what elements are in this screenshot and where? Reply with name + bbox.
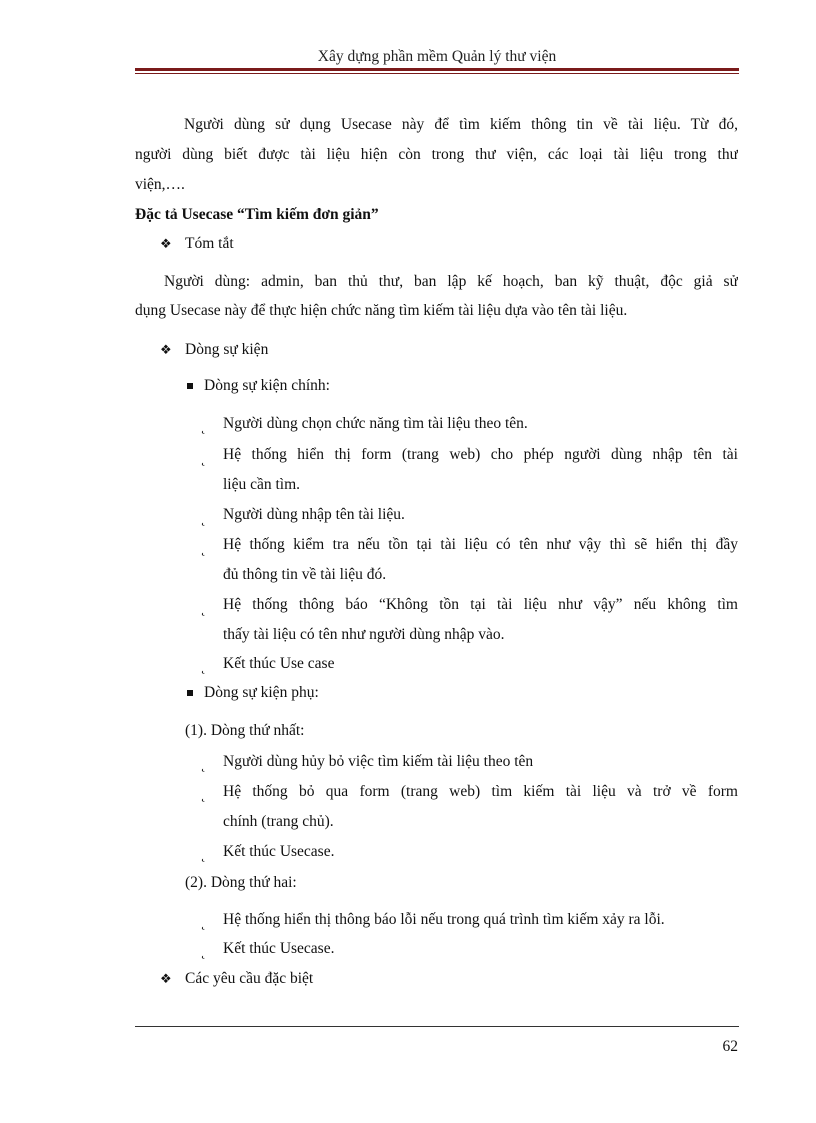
main-item-4-line-1: Hệ thống kiểm tra nếu tồn tại tài liệu có tên như vậy thì sẽ hiển thị đầy — [223, 536, 738, 553]
section-heading: Đặc tả Usecase “Tìm kiếm đơn giản” — [135, 206, 379, 223]
alt-first-item-3: Kết thúc Usecase. — [223, 843, 335, 860]
square-bullet-icon — [187, 690, 193, 696]
alt-first-item-1: Người dùng hủy bỏ việc tìm kiếm tài liệu theo tên — [223, 753, 534, 770]
summary-line-1: Người dùng: admin, ban thủ thư, ban lập kế hoạch, ban kỹ thuật, độc giả sử — [164, 273, 738, 290]
intro-line-2: người dùng biết được tài liệu hiện còn trong thư viện, các loại tài liệu trong thư — [135, 146, 738, 163]
summary-label: Tóm tắt — [185, 235, 234, 252]
dash-bullet-icon: ˛ — [201, 542, 206, 557]
alt-flow-label: Dòng sự kiện phụ: — [204, 684, 319, 701]
diamond-bullet-icon: ❖ — [160, 236, 172, 251]
main-item-5-line-2: thấy tài liệu có tên như người dùng nhập vào. — [223, 626, 505, 643]
alt-second-item-2: Kết thúc Usecase. — [223, 940, 335, 957]
square-bullet-icon — [187, 383, 193, 389]
dash-bullet-icon: ˛ — [201, 758, 206, 773]
diamond-bullet-icon: ❖ — [160, 971, 172, 986]
alt-first-item-2-line-2: chính (trang chủ). — [223, 813, 334, 830]
special-requirements-label: Các yêu cầu đặc biệt — [185, 970, 314, 987]
main-item-1: Người dùng chọn chức năng tìm tài liệu theo tên. — [223, 415, 528, 432]
header-rule — [135, 68, 739, 74]
diamond-bullet-icon: ❖ — [160, 342, 172, 357]
intro-line-1: Người dùng sử dụng Usecase này để tìm kiếm thông tin về tài liệu. Từ đó, — [184, 116, 738, 133]
dash-bullet-icon: ˛ — [201, 420, 206, 435]
summary-line-2: dụng Usecase này để thực hiện chức năng tìm kiếm tài liệu dựa vào tên tài liệu. — [135, 302, 628, 319]
dash-bullet-icon: ˛ — [201, 848, 206, 863]
alt-first-label: (1). Dòng thứ nhất: — [185, 722, 305, 739]
main-item-3: Người dùng nhập tên tài liệu. — [223, 506, 405, 523]
dash-bullet-icon: ˛ — [201, 916, 206, 931]
intro-line-3: viện,…. — [135, 176, 185, 193]
event-flow-label: Dòng sự kiện — [185, 341, 269, 358]
main-item-2-line-1: Hệ thống hiển thị form (trang web) cho phép người dùng nhập tên tài — [223, 446, 738, 463]
dash-bullet-icon: ˛ — [201, 452, 206, 467]
alt-second-item-1: Hệ thống hiển thị thông báo lỗi nếu trong quá trình tìm kiếm xảy ra lỗi. — [223, 911, 665, 928]
dash-bullet-icon: ˛ — [201, 660, 206, 675]
page-number: 62 — [722, 1038, 738, 1055]
alt-second-label: (2). Dòng thứ hai: — [185, 874, 297, 891]
footer-rule — [135, 1026, 739, 1027]
main-flow-label: Dòng sự kiện chính: — [204, 377, 330, 394]
main-item-6: Kết thúc Use case — [223, 655, 335, 672]
main-item-2-line-2: liệu cần tìm. — [223, 476, 301, 493]
dash-bullet-icon: ˛ — [201, 788, 206, 803]
main-item-4-line-2: đủ thông tin về tài liệu đó. — [223, 566, 387, 583]
dash-bullet-icon: ˛ — [201, 945, 206, 960]
header-title: Xây dựng phần mềm Quản lý thư viện — [317, 48, 557, 65]
main-item-5-line-1: Hệ thống thông báo “Không tồn tại tài liệu như vậy” nếu không tìm — [223, 596, 738, 613]
alt-first-item-2-line-1: Hệ thống bỏ qua form (trang web) tìm kiếm tài liệu và trở về form — [223, 783, 738, 800]
dash-bullet-icon: ˛ — [201, 602, 206, 617]
dash-bullet-icon: ˛ — [201, 512, 206, 527]
